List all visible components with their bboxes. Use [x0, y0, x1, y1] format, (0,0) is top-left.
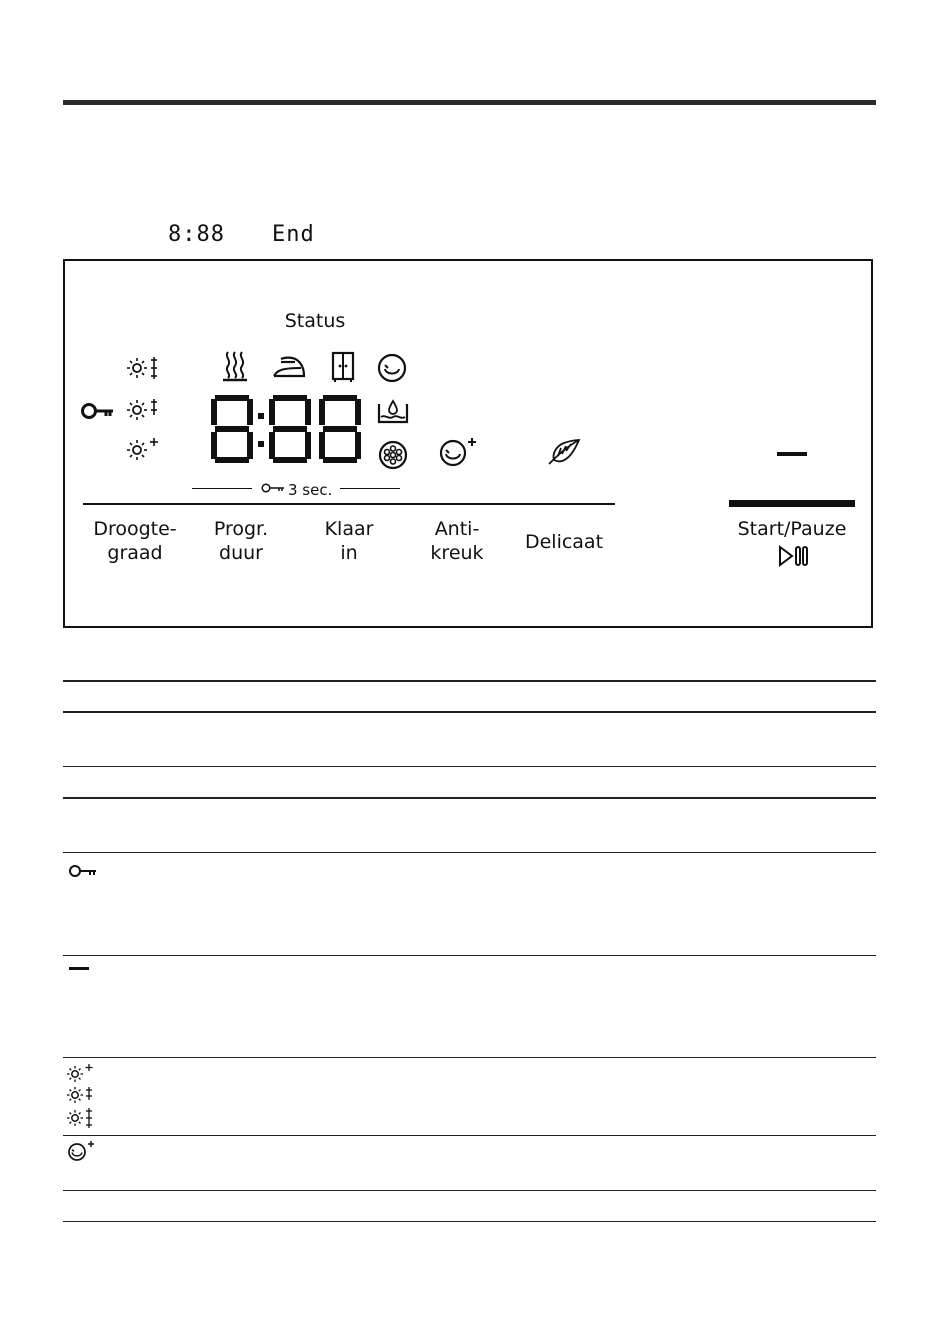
start-pause-button[interactable] — [729, 517, 855, 541]
lock-hint-text: 3 sec. — [288, 481, 333, 499]
timer-display — [211, 395, 363, 463]
ready-in-button[interactable] — [304, 517, 394, 565]
anticrease-label-1: Anti- — [434, 518, 480, 540]
start-indicator-dash — [777, 452, 807, 456]
delicate-button[interactable] — [516, 530, 612, 554]
key-lock-row-icon — [68, 863, 98, 879]
wardrobe-icon — [330, 351, 356, 383]
program-duration-label-2: duur — [219, 542, 263, 564]
table-rule — [63, 1057, 876, 1058]
time-display-preview: 8:88 — [168, 222, 225, 247]
delicate-label: Delicaat — [524, 531, 604, 553]
iron-icon — [271, 354, 307, 380]
key-small-icon — [261, 482, 285, 494]
lock-hint-line-left — [192, 488, 252, 489]
ready-in-label-1: Klaar — [324, 518, 374, 540]
start-pause-label: Start/Pauze — [737, 518, 847, 540]
dryness-label-2: graad — [107, 542, 163, 564]
anticrease-button[interactable] — [412, 517, 502, 565]
end-display-preview: End — [272, 222, 315, 247]
table-rule — [63, 711, 876, 713]
dry-plus-plus-mid-icon — [126, 396, 160, 424]
dry-plus-mid-row-icon — [67, 1085, 95, 1105]
start-button-bar — [729, 500, 855, 507]
table-rule — [63, 1135, 876, 1136]
dryness-button[interactable] — [84, 517, 186, 565]
status-label: Status — [284, 310, 346, 332]
table-rule — [63, 797, 876, 799]
table-rule — [63, 1190, 876, 1191]
filter-icon — [377, 439, 409, 471]
dry-plus-row-icon — [67, 1063, 95, 1083]
table-rule — [63, 766, 876, 767]
table-rule — [63, 955, 876, 956]
anticrease-plus-row-icon — [67, 1140, 97, 1162]
dryness-label-1: Droogte- — [93, 518, 177, 540]
program-duration-button[interactable] — [196, 517, 286, 565]
display-separator — [83, 503, 615, 505]
table-rule — [63, 680, 876, 682]
top-rule — [63, 100, 876, 105]
dash-row-icon — [69, 967, 89, 970]
table-rule — [63, 1221, 876, 1222]
lock-hint-line-right — [340, 488, 400, 489]
anticrease-label-2: kreuk — [430, 542, 484, 564]
steam-icon — [222, 350, 248, 382]
feather-icon — [546, 437, 582, 467]
anticrease-plus-icon — [438, 436, 478, 468]
key-lock-icon — [80, 400, 116, 422]
water-tank-icon — [377, 398, 409, 426]
play-pause-icon — [778, 545, 810, 567]
dry-plus-plus-icon — [126, 354, 160, 382]
anticrease-icon — [376, 352, 408, 384]
table-rule — [63, 852, 876, 853]
dry-plus-plus-row-icon — [67, 1107, 95, 1129]
dry-plus-icon — [126, 436, 160, 464]
ready-in-label-2: in — [340, 542, 358, 564]
program-duration-label-1: Progr. — [213, 518, 269, 540]
